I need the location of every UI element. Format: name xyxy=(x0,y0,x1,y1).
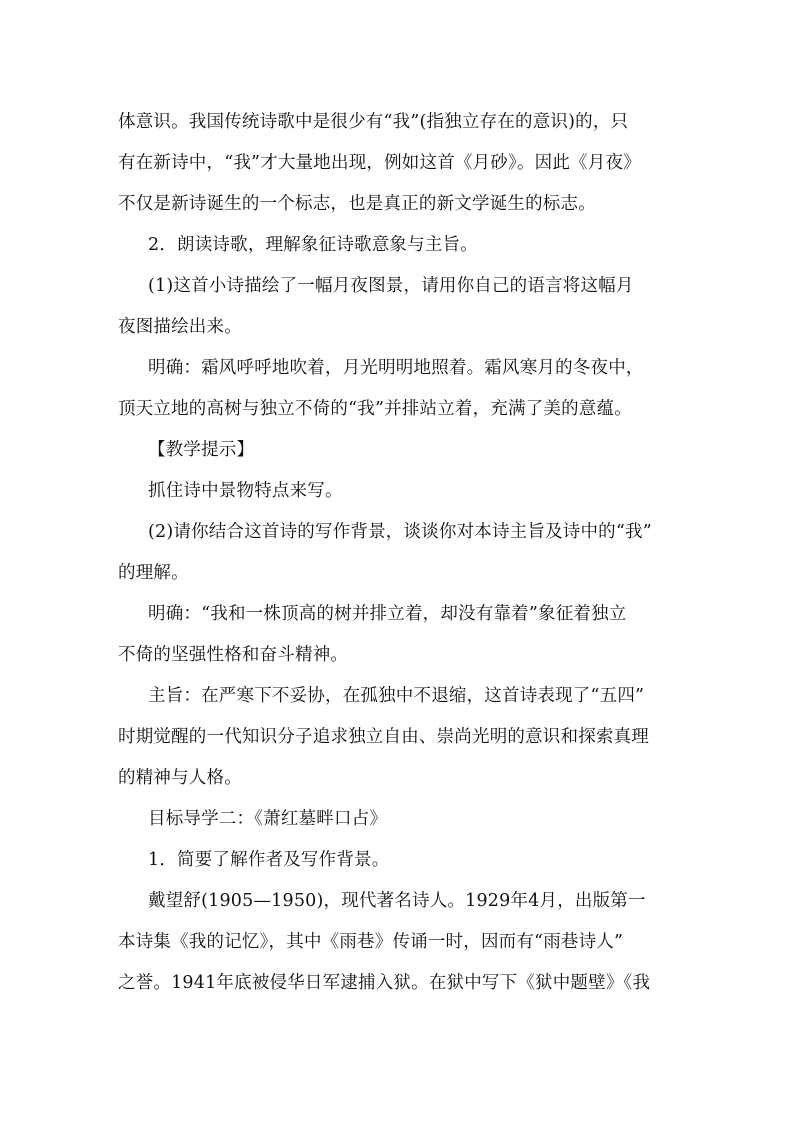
theme-summary-continued-2: 的精神与人格。 xyxy=(118,768,242,788)
background-heading: 1．简要了解作者及写作背景。 xyxy=(148,850,390,870)
document-body xyxy=(118,102,678,1004)
answer-2: 明确：“我和一株顶高的树并排立着，却没有靠着”象征着独立 xyxy=(148,604,627,624)
answer-2-continued: 不倚的坚强性格和奋斗精神。 xyxy=(118,645,349,665)
question-2: (2)请你结合这首诗的写作背景，谈谈你对本诗主旨及诗中的“我” xyxy=(148,522,652,542)
answer-1: 明确：霜风呼呼地吹着，月光明明地照着。霜风寒月的冬夜中， xyxy=(148,358,644,378)
theme-summary-continued-1: 时期觉醒的一代知识分子追求独立自由、崇尚光明的意识和探索真理 xyxy=(118,727,649,747)
author-bio-continued-2: 之誉。1941年底被侵华日军逮捕入狱。在狱中写下《狱中题壁》《我 xyxy=(118,973,651,993)
theme-summary: 主旨：在严寒下不妥协，在孤独中不退缩，这首诗表现了“五四” xyxy=(148,686,645,706)
question-2-continued: 的理解。 xyxy=(118,563,189,583)
text-line-1: 体意识。我国传统诗歌中是很少有“我”(指独立存在的意识)的，只 xyxy=(118,112,629,132)
question-1-continued: 夜图描绘出来。 xyxy=(118,317,242,337)
section-heading-2: 2．朗读诗歌，理解象征诗歌意象与主旨。 xyxy=(148,235,478,255)
answer-1-continued: 顶天立地的高树与独立不倚的“我”并排站立着，充满了美的意蕴。 xyxy=(118,399,632,419)
teaching-tip-heading: 【教学提示】 xyxy=(148,440,255,460)
text-line-2: 有在新诗中，“我”才大量地出现，例如这首《月砂》。因此《月夜》 xyxy=(118,153,641,173)
learning-goal-2: 目标导学二：《萧红墓畔口占》 xyxy=(148,809,388,829)
text-line-3: 不仅是新诗诞生的一个标志，也是真正的新文学诞生的标志。 xyxy=(118,194,596,214)
author-bio-continued-1: 本诗集《我的记忆》，其中《雨巷》传诵一时，因而有“雨巷诗人” xyxy=(118,932,624,952)
author-bio: 戴望舒(1905—1950)，现代著名诗人。1929年4月，出版第一 xyxy=(148,891,646,911)
teaching-tip-text: 抓住诗中景物特点来写。 xyxy=(148,481,343,501)
question-1: (1)这首小诗描绘了一幅月夜图景，请用你自己的语言将这幅月 xyxy=(148,276,634,296)
